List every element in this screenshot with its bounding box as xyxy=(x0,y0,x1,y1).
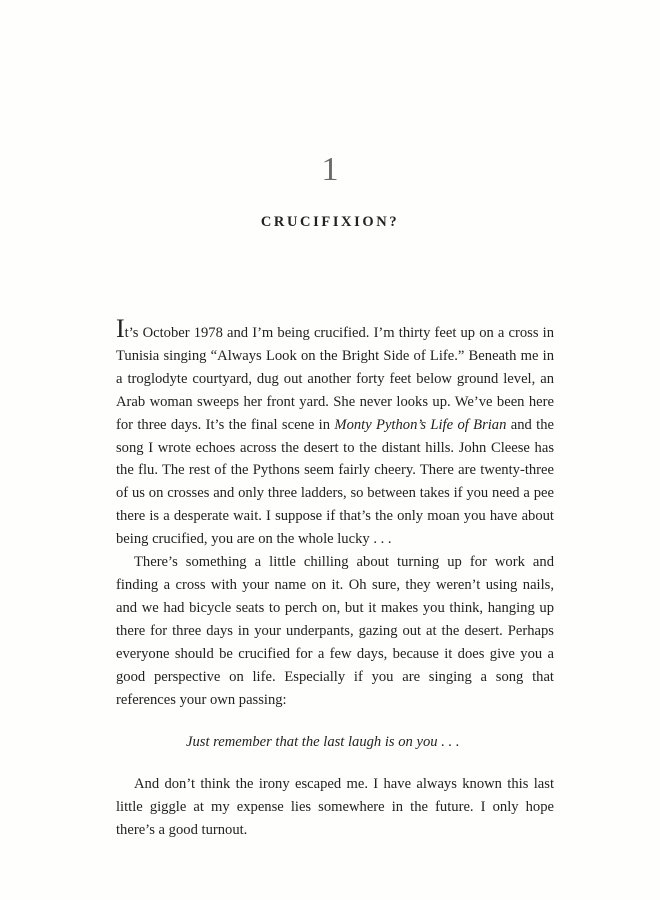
paragraph-1-text-a: t’s October 1978 and I’m being crucified. I’m thirty feet up on a cross in Tunisia singing “Always Look on the Bright Side of Life.” Beneath me in a troglodyte courtyard, dug out another forty feet below ground level, an Arab woman sweeps her front yard. She never looks up. We’ve been here for three days. It’s the final scene in xyxy=(116,325,554,433)
chapter-body xyxy=(116,316,554,842)
paragraph-3: And don’t think the irony escaped me. I have always known this last little giggle at my expense lies somewhere in the future. I only hope there’s a good turnout. xyxy=(116,776,554,839)
film-title: Monty Python’s Life of Brian xyxy=(334,416,507,433)
paragraph-2: There’s something a little chilling about turning up for work and finding a cross with your name on it. Oh sure, they weren’t using nails, and we had bicycle seats to perch on, but it makes you think, hanging up there for three days in your underpants, gazing out at the desert. Perhaps everyone should be crucified for a few days, because it does give you a good perspective on life. Especially if you are singing a song that references your own passing: xyxy=(116,554,554,708)
drop-cap: I xyxy=(116,314,125,343)
paragraph-1 xyxy=(116,316,554,551)
paragraph-1-text-b: and the song I wrote echoes across the desert to the distant hills. John Cleese has the flu. The rest of the Pythons seem fairly cheery. There are twenty-three of us on crosses and only three ladders, so between takes if you need a pee there is a desperate wait. I suppose if that’s the only moan you have about being crucified, you are on the whole lucky . . . xyxy=(116,416,555,548)
song-quote: Just remember that the last laugh is on you . . . xyxy=(186,734,460,751)
chapter-number: 1 xyxy=(321,151,339,188)
chapter-title: CRUCIFIXION? xyxy=(260,214,400,230)
